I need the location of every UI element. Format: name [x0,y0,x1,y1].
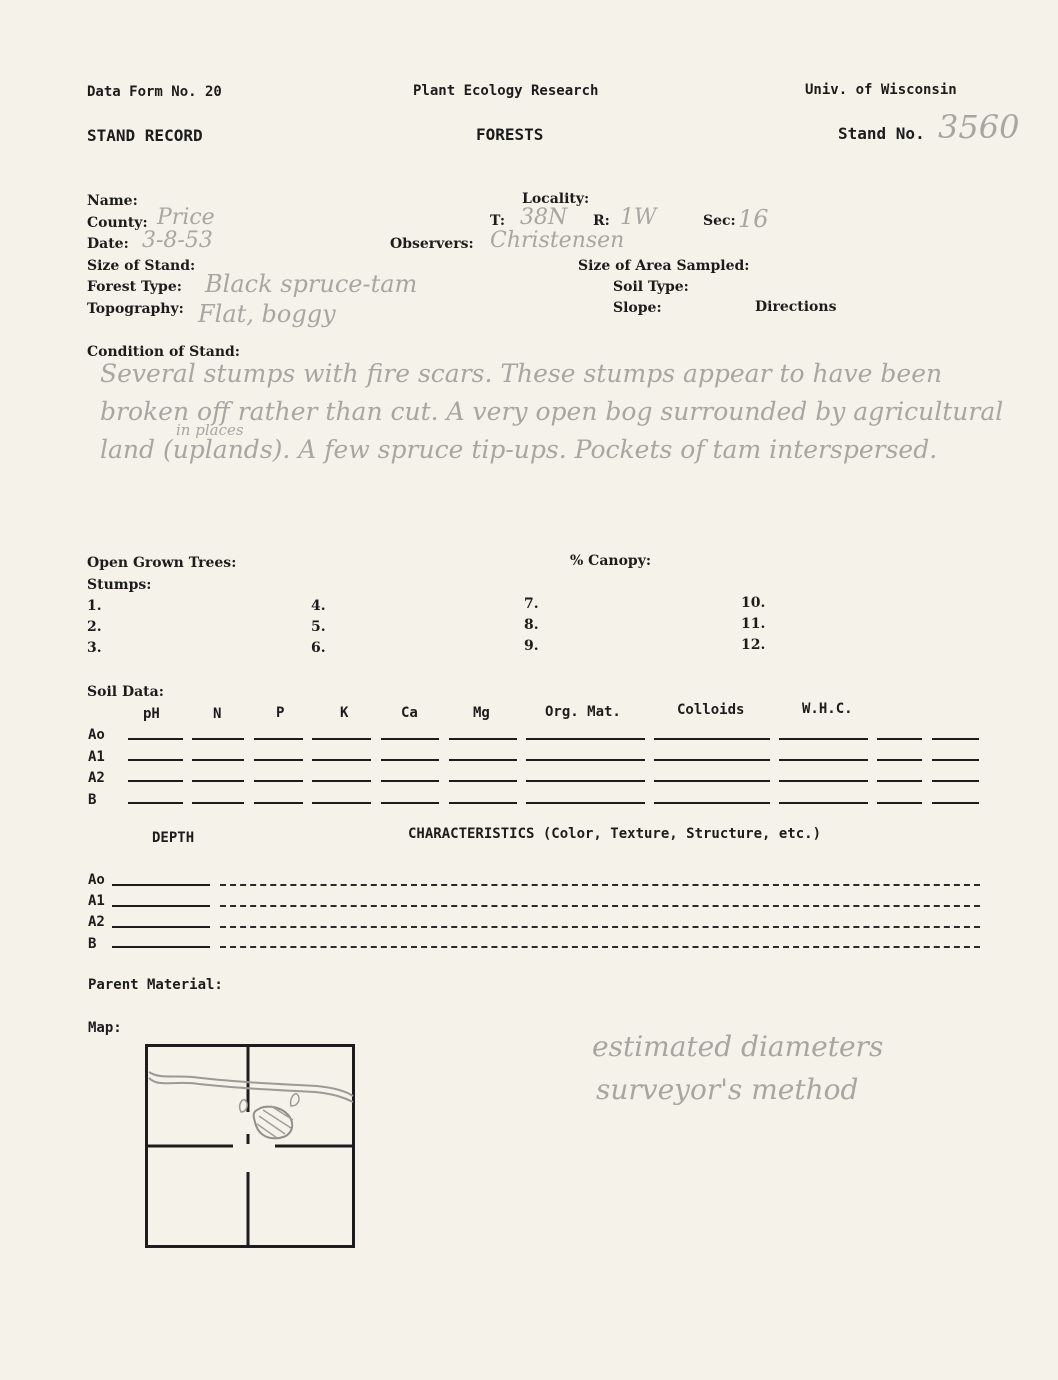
soil-column-header: Colloids [677,702,745,718]
soil-entry-line [932,738,979,740]
stand-number-label: Stand No. [838,124,925,143]
soil-column-header: pH [143,706,160,722]
soil-entry-line [128,738,183,740]
soil-entry-line [526,759,645,761]
county-label: County: [87,215,148,231]
soil-entry-line [779,802,868,804]
organization: Plant Ecology Research [413,83,599,99]
soil-entry-line [779,759,868,761]
stump-number: 8. [524,617,539,633]
soil-entry-line [312,802,371,804]
open-grown-trees-label: Open Grown Trees: [87,555,237,571]
locality-label: Locality: [522,191,590,207]
stump-number: 6. [311,640,326,656]
stand-number-value: 3560 [938,108,1020,146]
topography-value: Flat, boggy [198,300,336,328]
soil-entry-line [381,759,439,761]
depth-row-label: A2 [88,914,105,930]
soil-entry-line [877,738,922,740]
township-value: 38N [520,205,568,230]
size-of-stand-label: Size of Stand: [87,258,196,274]
soil-entry-line [128,780,183,782]
soil-data-label: Soil Data: [87,684,164,700]
condition-insert: in places [176,421,244,439]
depth-row-label: B [88,936,97,952]
size-of-area-label: Size of Area Sampled: [578,258,750,274]
soil-entry-line [192,802,244,804]
soil-entry-line [192,780,244,782]
soil-entry-line [312,738,371,740]
condition-text: Several stumps with fire scars. These stumps appear to have been broken off rather than cut. A very open bog surrounded by agricultural land (uplands). A few spruce tip-ups. Pockets of tam interspersed. [100,359,1004,464]
soil-entry-line [654,802,770,804]
soil-column-header: K [340,705,349,721]
characteristics-entry-line [220,926,980,928]
soil-entry-line [312,780,371,782]
topography-label: Topography: [87,301,184,317]
name-label: Name: [87,193,138,209]
stump-number: 4. [311,598,326,614]
soil-entry-line [526,738,645,740]
depth-row-label: Ao [88,872,105,888]
depth-entry-line [112,926,210,928]
university: Univ. of Wisconsin [805,82,957,98]
soil-type-label: Soil Type: [613,279,689,295]
soil-entry-line [381,780,439,782]
county-value: Price [157,205,215,230]
soil-entry-line [449,738,517,740]
stump-number: 5. [311,619,326,635]
characteristics-entry-line [220,884,980,886]
soil-entry-line [877,802,922,804]
soil-entry-line [654,738,770,740]
note-line-1: estimated diameters [592,1030,884,1063]
soil-entry-line [526,802,645,804]
parent-material-label: Parent Material: [88,977,223,993]
soil-row-label: A1 [88,749,105,765]
soil-column-header: Mg [473,705,490,721]
slope-label: Slope: [613,300,662,316]
section-map [145,1044,355,1248]
soil-column-header: P [276,705,285,721]
soil-entry-line [381,738,439,740]
forest-type-value: Black spruce-tam [205,270,418,298]
stump-number: 12. [741,637,766,653]
forest-type-label: Forest Type: [87,279,182,295]
stump-number: 7. [524,596,539,612]
characteristics-entry-line [220,946,980,948]
stump-number: 9. [524,638,539,654]
soil-column-header: N [213,706,222,722]
map-label: Map: [88,1020,122,1036]
stump-number: 3. [87,640,102,656]
soil-entry-line [932,780,979,782]
depth-row-label: A1 [88,893,105,909]
soil-entry-line [877,780,922,782]
soil-entry-line [254,738,303,740]
soil-entry-line [381,802,439,804]
characteristics-entry-line [220,905,980,907]
record-title: STAND RECORD [87,126,203,145]
condition-label: Condition of Stand: [87,344,240,360]
date-value: 3-8-53 [142,228,213,253]
stump-number: 10. [741,595,766,611]
directions-label: Directions [755,299,837,315]
soil-entry-line [254,780,303,782]
record-type: FORESTS [476,125,544,144]
observers-value: Christensen [490,228,625,253]
soil-entry-line [779,738,868,740]
date-label: Date: [87,236,129,252]
map-bog-area [254,1107,293,1139]
soil-entry-line [192,759,244,761]
note-line-2: surveyor's method [596,1073,859,1106]
stump-number: 11. [741,616,766,632]
form-number: Data Form No. 20 [87,84,222,100]
map-marker [240,1100,247,1112]
soil-column-header: Org. Mat. [545,704,621,720]
soil-row-label: Ao [88,727,105,743]
soil-entry-line [449,802,517,804]
depth-header: DEPTH [152,830,195,846]
soil-entry-line [128,759,183,761]
soil-entry-line [932,802,979,804]
stumps-label: Stumps: [87,577,152,593]
soil-entry-line [128,802,183,804]
soil-entry-line [877,759,922,761]
soil-column-header: Ca [401,705,418,721]
section-value: 16 [738,205,769,233]
range-label: R: [593,213,610,229]
soil-entry-line [449,780,517,782]
soil-entry-line [192,738,244,740]
soil-entry-line [254,802,303,804]
observers-label: Observers: [390,236,474,252]
depth-entry-line [112,905,210,907]
canopy-label: % Canopy: [570,553,651,569]
characteristics-header: CHARACTERISTICS (Color, Texture, Structure, etc.) [408,826,822,842]
soil-row-label: A2 [88,770,105,786]
soil-entry-line [932,759,979,761]
depth-entry-line [112,884,210,886]
range-value: 1W [620,205,657,230]
soil-entry-line [526,780,645,782]
soil-row-label: B [88,792,97,808]
soil-entry-line [449,759,517,761]
stump-number: 1. [87,598,102,614]
soil-entry-line [312,759,371,761]
soil-entry-line [779,780,868,782]
map-marker [291,1094,299,1106]
township-label: T: [490,213,506,229]
soil-entry-line [654,759,770,761]
soil-entry-line [254,759,303,761]
soil-entry-line [654,780,770,782]
depth-entry-line [112,946,210,948]
stump-number: 2. [87,619,102,635]
soil-column-header: W.H.C. [802,701,853,717]
section-label: Sec: [703,213,736,229]
